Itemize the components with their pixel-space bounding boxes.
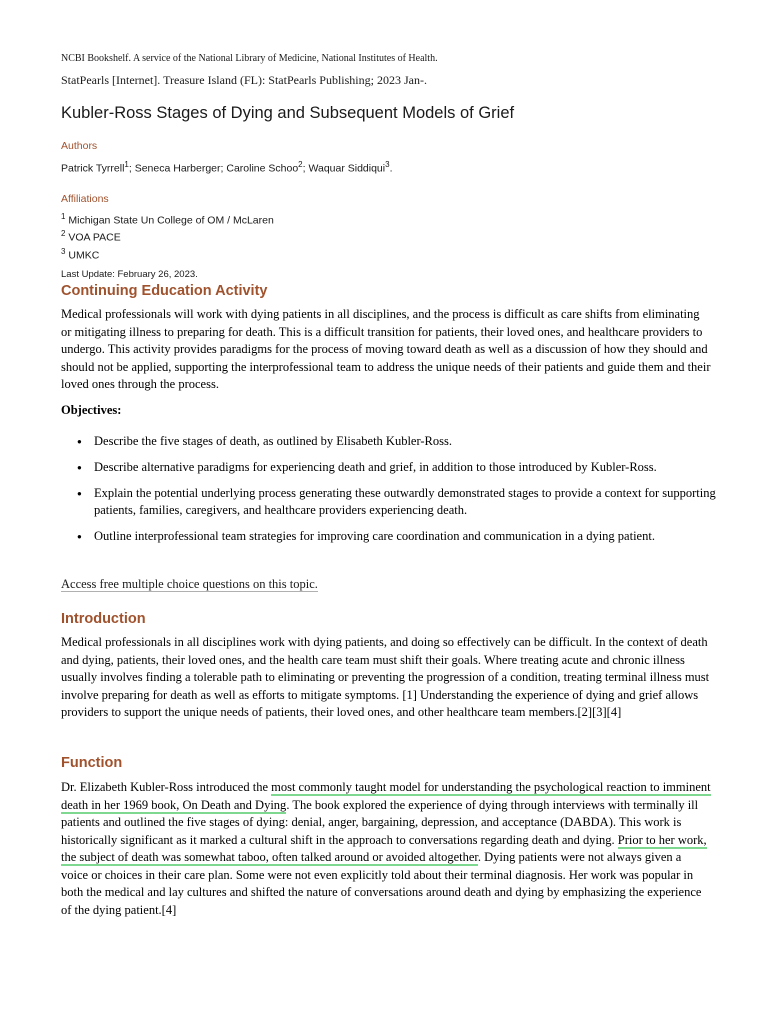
last-update: Last Update: February 26, 2023.	[61, 269, 198, 280]
affiliation-item	[61, 245, 711, 263]
author-sup: 3	[385, 160, 390, 169]
article-page	[61, 52, 711, 282]
affiliation-text: VOA PACE	[68, 231, 121, 244]
author-sup: 2	[298, 160, 303, 169]
author-name[interactable]: Patrick Tyrrell	[61, 162, 125, 175]
affiliation-list	[61, 210, 711, 263]
affiliations-label: Affiliations	[61, 192, 109, 205]
affiliation-sup: 1	[61, 211, 66, 221]
objectives-label: Objectives:	[61, 403, 122, 417]
affiliation-item	[61, 210, 711, 228]
author-separator: ;	[302, 162, 309, 175]
affiliation-sup: 2	[61, 229, 66, 238]
affiliation-sup: 3	[61, 246, 66, 256]
function-text: . Dying patients were not always given a voice or choices in their care plan. Some were not even explicitly told about their terminal diagnosis. Her work was popular in both the medical and lay cultures and shifted the nature of conversations around death and dying by emphasizing the experience of the dying patient.[4]	[61, 850, 702, 917]
affiliation-text: Michigan State Un College of OM / McLaren	[68, 214, 274, 226]
author-list	[61, 157, 711, 177]
section-heading-introduction: Introduction	[61, 611, 146, 627]
source-citation: StatPearls [Internet]. Treasure Island (FL): StatPearls Publishing; 2023 Jan-.	[61, 73, 427, 87]
affiliation-item	[61, 227, 711, 245]
function-text: . The book explored the experience of dying through interviews with terminally ill patients and outlined the five stages of dying: denial, anger, bargaining, depression, and acceptance (DABDA). This work is historically significant as it marked a cultural shift in the approach to conversations regarding death and dying.	[61, 797, 699, 847]
function-text: Dr. Elizabeth Kubler-Ross introduced the	[61, 780, 272, 794]
section-heading-ce: Continuing Education Activity	[61, 283, 268, 299]
affiliation-text: UMKC	[68, 249, 100, 261]
function-paragraph	[61, 779, 711, 919]
bookshelf-banner: NCBI Bookshelf. A service of the National Library of Medicine, National Institutes of Health.	[61, 53, 438, 64]
author-name[interactable]: Waquar Siddiqui	[308, 162, 386, 175]
author-separator: ;	[220, 162, 227, 175]
intro-paragraph: Medical professionals in all disciplines work with dying patients, and doing so effectively can be difficult. In the context of death and dying, patients, their loved ones, and the health care team must shift their goals. Where treating acute and chronic illness usually involves finding a tolerable path to eliminating or preventing the progression of a condition, treating terminal illness must involve preparing for death as well as efforts to mitigate symptoms. [1] Understanding the experience of dying and grief allows providers to support the unique needs of patients, their loved ones, and other healthcare team members.[2][3][4]	[61, 635, 710, 719]
objectives-list	[61, 433, 744, 554]
article-title: Kubler-Ross Stages of Dying and Subsequent Models of Grief	[61, 104, 515, 122]
section-heading-function: Function	[61, 755, 123, 771]
highlight-annotation[interactable]: most commonly taught model for understanding the psychological reaction to imminent death in her 1969 book, On Death and Dying	[61, 780, 711, 812]
author-separator: ;	[128, 162, 135, 175]
authors-label: Authors	[61, 140, 98, 152]
objective-item: ● Describe the five stages of death, as outlined by Elisabeth Kubler-Ross.	[94, 433, 744, 450]
highlight-annotation[interactable]: Prior to her work, the subject of death was somewhat taboo, often talked around or avoided altogether	[61, 832, 707, 864]
author-sup: 1	[124, 160, 129, 169]
objective-item: ● Describe alternative paradigms for experiencing death and grief, in addition to those introduced by Kubler-Ross.	[94, 459, 744, 476]
author-name[interactable]: Caroline Schoo	[226, 162, 299, 175]
mcq-link-row	[61, 576, 711, 594]
objective-item: ● Explain the potential underlying process generating these outwardly demonstrated stages to provide a context for supporting patients, families, caregivers, and healthcare providers experiencing death.	[94, 485, 744, 519]
objective-item: ● Outline interprofessional team strategies for improving care coordination and communication in a dying patient.	[94, 528, 744, 545]
mcq-link[interactable]: Access free multiple choice questions on this topic.	[61, 577, 318, 591]
ce-paragraph: Medical professionals will work with dying patients in all disciplines, and the process is difficult as care shifts from eliminating or mitigating illness to preparing for death. This is a difficult transition for patients, their loved ones, and healthcare providers to undergo. This activity provides paradigms for the process of moving toward death as well as a discussion of how they should and should not be applied, supporting the interprofessional team to address the unique needs of their patients and guide them and their loved ones through the process.	[61, 307, 711, 391]
author-separator: .	[389, 162, 393, 175]
author-name[interactable]: Seneca Harberger	[134, 162, 221, 175]
